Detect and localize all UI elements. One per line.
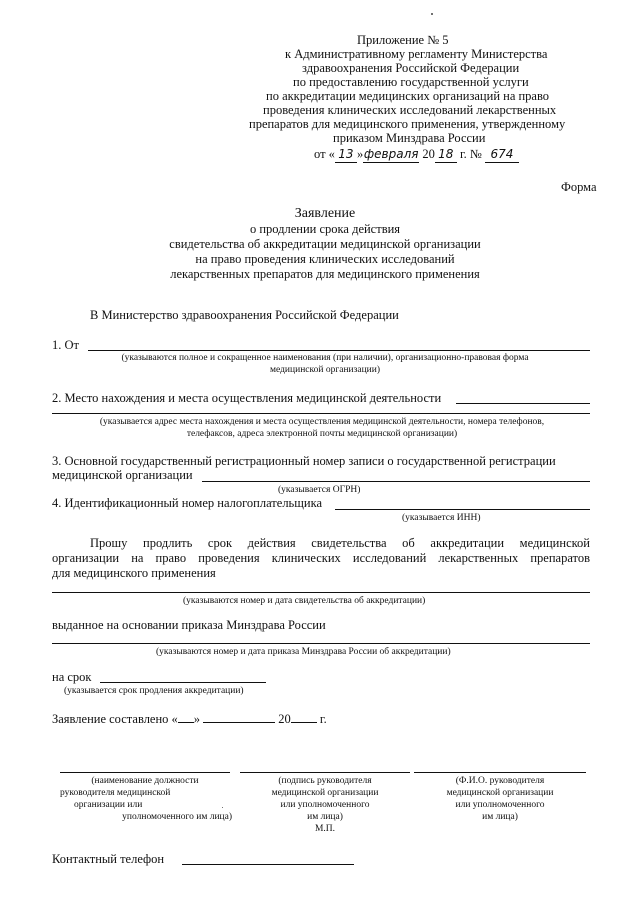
position-caption-3: организации или [74, 800, 143, 810]
location-input-line-1[interactable] [456, 403, 590, 404]
scan-speck [431, 13, 433, 15]
date-year: 18 [435, 147, 457, 163]
compiled-prefix: Заявление составлено « [52, 712, 178, 726]
page-title: Заявление [294, 206, 356, 221]
scan-speck-2 [222, 807, 223, 808]
term-hint: (указывается срок продления аккредитации) [64, 686, 244, 696]
compiled-month-field[interactable] [203, 710, 275, 723]
order-input-line[interactable] [52, 643, 590, 644]
ogrn-input-line[interactable] [202, 481, 590, 482]
request-line-3: для медицинского применения [52, 566, 216, 580]
date-month: февраля [363, 147, 419, 161]
location-label: 2. Место нахождения и места осуществления медицинской деятельности [52, 391, 442, 405]
signature-caption [235, 775, 415, 835]
term-label: на срок [52, 670, 92, 684]
fio-caption-3: или уполномоченного [455, 800, 545, 810]
from-hint-2: медицинской организации) [270, 365, 380, 375]
position-line[interactable] [60, 772, 230, 773]
from-label: 1. От [52, 338, 79, 352]
appendix-date-line [314, 147, 519, 163]
fio-caption-2: медицинской организации [446, 788, 554, 798]
compiled-date [52, 710, 327, 727]
appendix-line-7: препаратов для медицинского применения, утвержденному [249, 117, 566, 131]
date-day: 13 [335, 147, 357, 163]
appendix-line-3: здравоохранения Российской Федерации [302, 61, 520, 75]
fio-line[interactable] [414, 772, 586, 773]
fio-caption-1: (Ф.И.О. руководителя [455, 776, 545, 786]
appendix-line-8: приказом Минздрава России [333, 131, 486, 145]
issued-label: выданное на основании приказа Минздрава России [52, 618, 326, 632]
location-hint [52, 416, 592, 440]
stamp-label: М.П. [314, 824, 336, 834]
signature-caption-2: медицинской организации [271, 788, 379, 798]
request-line-2: организации на право проведения клинических исследований лекарственных препаратов [52, 551, 590, 565]
signature-caption-4: им лица) [307, 812, 343, 822]
request-line-1: Прошу продлить срок действия свидетельства об аккредитации медицинской [90, 536, 590, 550]
position-caption-4: уполномоченного им лица) [122, 812, 232, 822]
appendix-line-2: к Административному регламенту Министерства [285, 47, 548, 61]
order-hint: (указываются номер и дата приказа Минздрава России об аккредитации) [156, 647, 451, 657]
compiled-suffix: г. [319, 712, 327, 726]
subtitle-1: о продлении срока действия [249, 222, 401, 236]
signature-caption-1: (подпись руководителя [278, 776, 372, 786]
addressee: В Министерство здравоохранения Российской Федерации [90, 308, 399, 322]
contact-input-line[interactable] [182, 864, 354, 865]
compiled-year: 20 [278, 712, 291, 726]
inn-input-line[interactable] [335, 509, 590, 510]
signature-caption-3: или уполномоченного [280, 800, 370, 810]
title-block [120, 205, 530, 282]
appendix-line-5: по аккредитации медицинских организаций на право [266, 89, 550, 103]
ogrn-hint: (указывается ОГРН) [278, 485, 361, 495]
from-input-line[interactable] [88, 350, 590, 351]
inn-label: 4. Идентификационный номер налогоплательщика [52, 496, 323, 510]
position-caption-1: (наименование должности [91, 776, 199, 786]
form-label: Форма [561, 180, 597, 194]
date-prefix: от « [314, 147, 335, 161]
from-hint [60, 352, 590, 376]
position-caption [50, 775, 240, 823]
subtitle-2: свидетельства об аккредитации медицинской организации [169, 237, 481, 251]
position-caption-2: руководителя медицинской [60, 788, 171, 798]
term-input-line[interactable] [100, 682, 266, 683]
signature-line[interactable] [240, 772, 410, 773]
appendix-line-6: проведения клинических исследований лекарственных [263, 103, 557, 117]
from-hint-1: (указываются полное и сокращенное наименования (при наличии), организационно-правовая форма [121, 353, 529, 363]
order-number: 674 [485, 147, 519, 163]
compiled-day-field[interactable] [178, 710, 194, 723]
ogrn-label-2: медицинской организации [52, 468, 193, 482]
ogrn-label: 3. Основной государственный регистрационный номер записи о государственной регистрации [52, 454, 556, 468]
subtitle-3: на право проведения клинических исследований [195, 252, 455, 266]
compiled-mid: » [193, 712, 201, 726]
contact-label: Контактный телефон [52, 852, 165, 866]
date-year-prefix: 20 [422, 147, 435, 161]
appendix-line-4: по предоставлению государственной услуги [293, 75, 529, 89]
fio-caption [412, 775, 588, 823]
subtitle-4: лекарственных препаратов для медицинского применения [170, 267, 480, 281]
certificate-hint: (указываются номер и дата свидетельства об аккредитации) [183, 596, 426, 606]
location-hint-1: (указывается адрес места нахождения и места осуществления медицинской деятельности, номера телефонов, [99, 417, 545, 427]
date-mid: » [356, 147, 364, 161]
fio-caption-4: им лица) [482, 812, 518, 822]
certificate-input-line[interactable] [52, 592, 590, 593]
location-input-line-2[interactable] [52, 413, 590, 414]
compiled-year-field[interactable] [291, 710, 317, 723]
inn-hint: (указывается ИНН) [402, 513, 481, 523]
date-year-suffix: г. № [459, 147, 482, 161]
appendix-line-1: Приложение № 5 [357, 33, 449, 47]
location-hint-2: телефаксов, адреса электронной почты медицинской организации) [186, 429, 458, 439]
